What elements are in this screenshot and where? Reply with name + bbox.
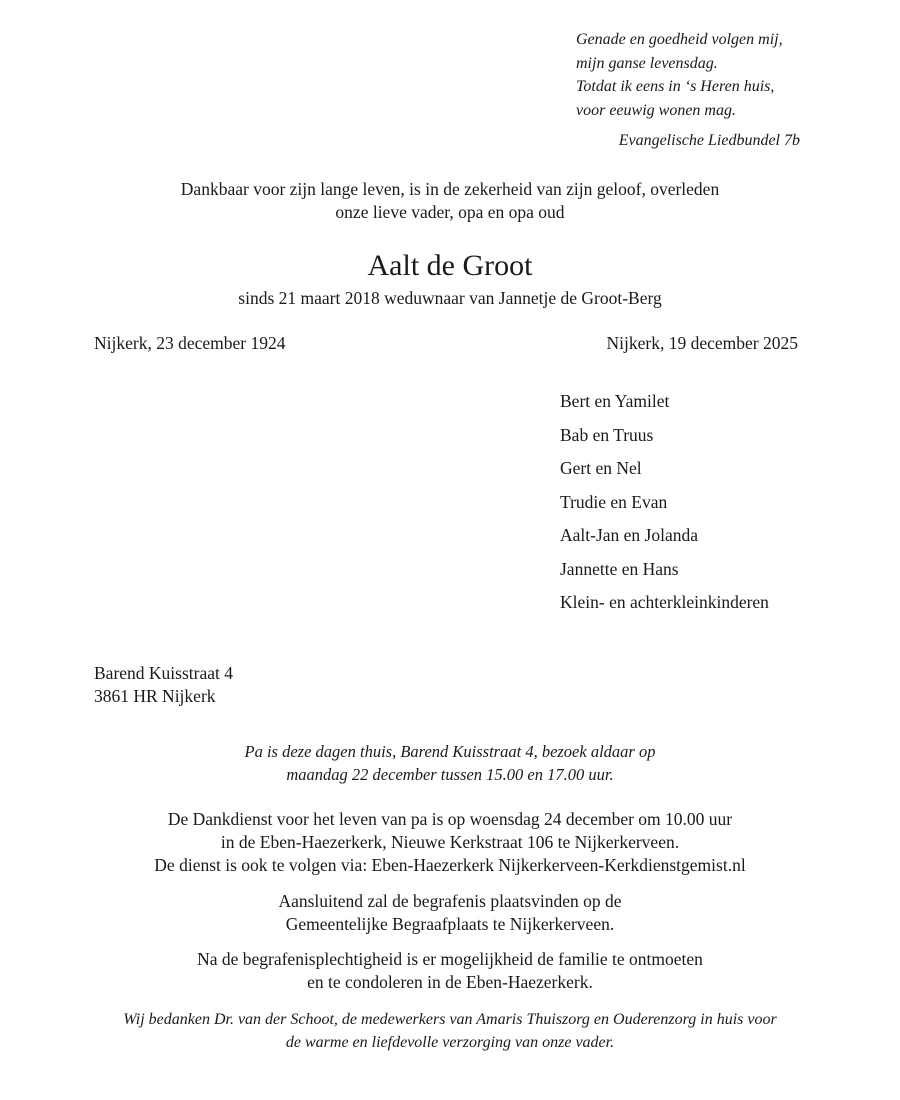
- service-info: [0, 808, 900, 877]
- poem-line: voor eeuwig wonen mag.: [576, 101, 736, 119]
- birth-place-date: Nijkerk, 23 december 1924: [94, 333, 286, 353]
- thanks-line: Wij bedanken Dr. van der Schoot, de medewerkers van Amaris Thuiszorg en Ouderenzorg in huis voor: [123, 1011, 777, 1028]
- family-member: Jannette en Hans: [560, 558, 679, 579]
- widower-note: sinds 21 maart 2018 weduwnaar van Jannetje de Groot-Berg: [238, 288, 662, 308]
- family-member: Gert en Nel: [560, 458, 642, 478]
- family-member: Bert en Yamilet: [560, 391, 670, 411]
- burial-info: [0, 890, 900, 936]
- thanks-line: de warme en liefdevolle verzorging van onze vader.: [285, 1034, 615, 1051]
- death-place-date: Nijkerk, 19 december 2025: [606, 333, 798, 353]
- condolence-info: [0, 948, 900, 994]
- poem-verse: [576, 28, 836, 122]
- family-member: Klein- en achterkleinkinderen: [560, 592, 769, 612]
- service-line: De Dankdienst voor het leven van pa is op woensdag 24 december om 10.00 uur: [167, 809, 733, 829]
- intro-line: onze lieve vader, opa en opa oud: [335, 202, 565, 222]
- family-member: Aalt-Jan en Jolanda: [560, 525, 699, 545]
- burial-line: Gemeentelijke Begraafplaats te Nijkerkerveen.: [285, 914, 615, 934]
- meeting-line: en te condoleren in de Eben-Haezerkerk.: [307, 972, 593, 992]
- poem-source: Evangelische Liedbundel 7b: [618, 132, 800, 149]
- address-city: 3861 HR Nijkerk: [94, 686, 216, 706]
- poem-line: mijn ganse levensdag.: [576, 54, 718, 72]
- address-street: Barend Kuisstraat 4: [94, 663, 233, 683]
- burial-line: Aansluitend zal de begrafenis plaatsvinden op de: [278, 891, 622, 911]
- deceased-name: Aalt de Groot: [367, 249, 533, 282]
- service-line: De dienst is ook te volgen via: Eben-Haezerkerk Nijkerkerveen-Kerkdienstgemist.nl: [154, 855, 746, 875]
- intro-line: Dankbaar voor zijn lange leven, is in de zekerheid van zijn geloof, overleden: [180, 179, 720, 199]
- poem-line: Totdat ik eens in ‘s Heren huis,: [576, 78, 775, 95]
- visit-line: Pa is deze dagen thuis, Barend Kuisstraat 4, bezoek aldaar op: [244, 742, 656, 761]
- visitation-info: [0, 740, 900, 786]
- family-member: Trudie en Evan: [560, 491, 668, 512]
- announcement-intro: [0, 178, 900, 224]
- visit-line: maandag 22 december tussen 15.00 en 17.00 uur.: [286, 765, 614, 784]
- meeting-line: Na de begrafenisplechtigheid is er mogelijkheid de familie te ontmoeten: [197, 949, 703, 969]
- poem-line: Genade en goedheid volgen mij,: [576, 31, 783, 48]
- service-line: in de Eben-Haezerkerk, Nieuwe Kerkstraat 106 te Nijkerkerveen.: [220, 832, 680, 852]
- family-member: Bab en Truus: [560, 424, 654, 445]
- family-list: [560, 388, 769, 623]
- thanks-note: [0, 1008, 900, 1054]
- correspondence-address: [94, 662, 233, 708]
